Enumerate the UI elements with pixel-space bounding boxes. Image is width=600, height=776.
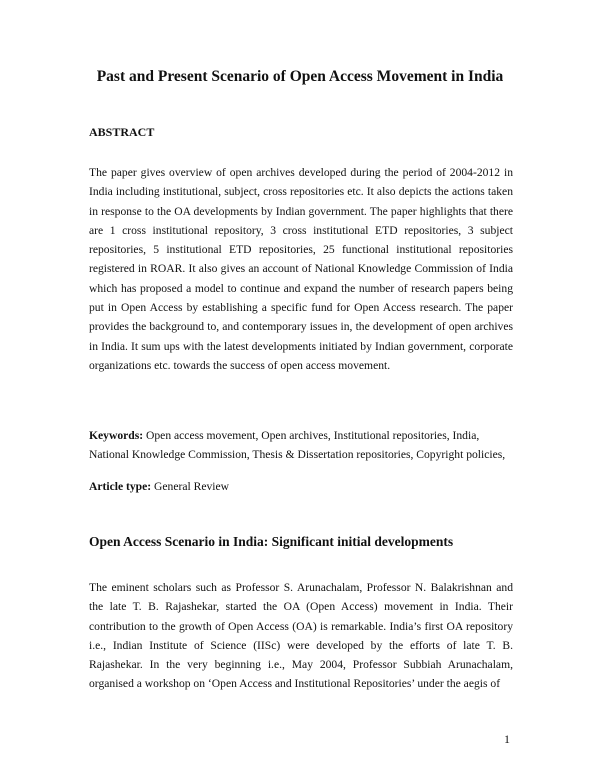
page-number: 1 xyxy=(504,732,510,746)
section-heading: Open Access Scenario in India: Significant initial developments xyxy=(89,534,454,549)
keywords-text: Open access movement, Open archives, Institutional repositories, India, National Knowledge Commission, Thesis & Dissertation repositories, Copyright policies, xyxy=(89,429,506,462)
article-type-label: Article type: xyxy=(89,480,152,493)
keywords-label: Keywords: xyxy=(89,429,144,442)
section-body: The eminent scholars such as Professor S. Arunachalam, Professor N. Balakrishnan and the late T. B. Rajashekar, started the OA (Open Access) movement in India. Their contribution to the growth of Open Access (OA) is remarkable. India’s first OA repository i.e., Indian Institute of Science (IISc) were developed by the efforts of late T. B. Rajashekar. In the very beginning i.e., May 2004, Professor Subbiah Arunachalam, organised a workshop on ‘Open Access and Institutional Repositories’ under the aegis of xyxy=(89,581,513,691)
article-type-text: General Review xyxy=(151,480,230,493)
abstract-heading: ABSTRACT xyxy=(89,125,155,139)
paper-title: Past and Present Scenario of Open Access Movement in India xyxy=(96,68,504,85)
article-type xyxy=(89,479,229,495)
keywords xyxy=(89,426,513,465)
abstract-body: The paper gives overview of open archives developed during the period of 2004-2012 in India including institutional, subject, cross repositories etc. It also depicts the actions taken in response to the OA developments by Indian government. The paper highlights that there are 1 cross institutional repository, 3 cross institutional ETD repositories, 3 subject repositories, 5 institutional ETD repositories, 25 functional institutional repositories registered in ROAR. It also gives an account of National Knowledge Commission of India which has proposed a model to continue and expand the number of research papers being put in Open Access by establishing a specific fund for Open Access research. The paper provides the background to, and contemporary issues in, the development of open archives in India. It sum ups with the latest developments initiated by Indian government, corporate organizations etc. towards the success of open access movement. xyxy=(89,166,513,372)
